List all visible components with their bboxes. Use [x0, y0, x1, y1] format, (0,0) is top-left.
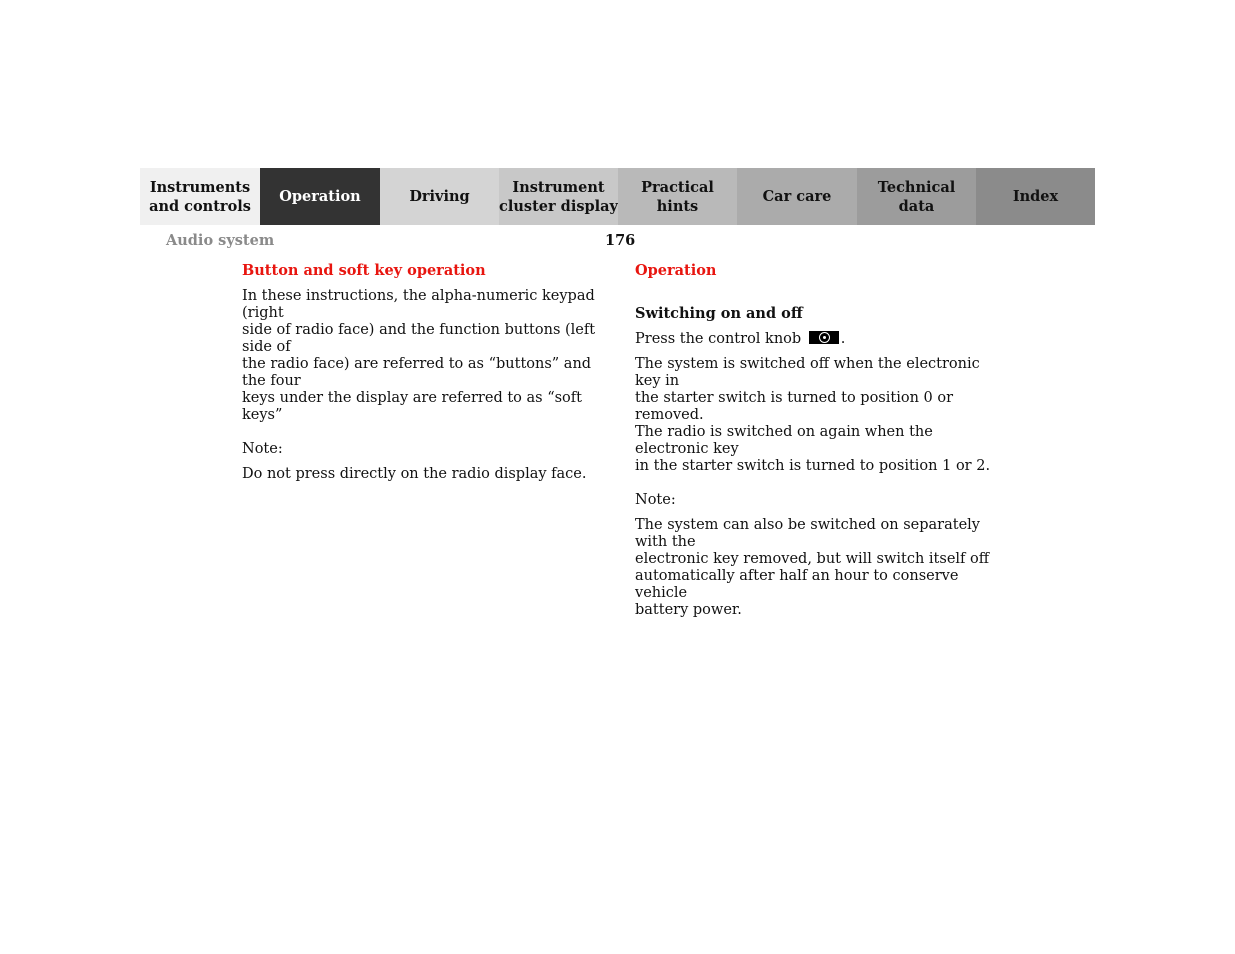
tab-driving[interactable] [380, 168, 499, 225]
text-line: the starter switch is turned to position 0 or removed. [635, 390, 954, 423]
right-column [635, 262, 1000, 619]
tab-label-line1: Instrument [512, 178, 605, 196]
tab-label-line1: Technical [877, 178, 956, 196]
tab-label: Driving [409, 188, 470, 205]
section-title: Audio system [166, 232, 275, 249]
tab-label [149, 178, 251, 216]
text-line: In these instructions, the alpha-numeric keypad (right [242, 288, 595, 321]
tab-label-line2: and controls [149, 197, 251, 215]
press-end: . [840, 331, 846, 347]
switch-off-paragraph [635, 356, 1000, 475]
page-number: 176 [605, 232, 636, 249]
note-text: Do not press directly on the radio display face. [242, 466, 587, 482]
tab-label: Car care [762, 188, 832, 205]
tab-instrument-cluster-display[interactable] [499, 168, 618, 225]
press-knob-instruction [635, 331, 1000, 348]
tab-label-line1: Instruments [149, 178, 251, 196]
tab-car-care[interactable] [737, 168, 857, 225]
tab-practical-hints[interactable] [618, 168, 737, 225]
text-line: The system can also be switched on separately with the [635, 517, 980, 550]
text-line: The system is switched off when the electronic key in [635, 356, 980, 389]
operation-heading: Operation [635, 262, 717, 279]
text-line: automatically after half an hour to conserve vehicle [635, 568, 959, 601]
chapter-navigation [140, 168, 1095, 225]
text-line: side of radio face) and the function buttons (left side of [242, 322, 596, 355]
switching-on-off-subheading: Switching on and off [635, 305, 803, 322]
text-line: electronic key removed, but will switch itself off [635, 551, 990, 567]
power-knob-icon [809, 331, 839, 344]
text-line: the radio face) are referred to as “buttons” and the four [242, 356, 592, 389]
tab-operation[interactable] [260, 168, 380, 225]
tab-label [878, 178, 956, 216]
text-line: The radio is switched on again when the electronic key [635, 424, 933, 457]
tab-index[interactable] [976, 168, 1095, 225]
note-label: Note: [242, 441, 283, 457]
tab-label: Index [1012, 188, 1059, 205]
tab-label-line2: cluster display [499, 197, 618, 215]
press-text: Press the control knob [635, 331, 802, 347]
button-soft-key-heading: Button and soft key operation [242, 262, 486, 279]
text-line: in the starter switch is turned to position 1 or 2. [635, 458, 991, 474]
tab-label-line2: data [898, 197, 935, 215]
tab-label: Practical hints [641, 178, 714, 215]
tab-label [499, 178, 618, 216]
note-paragraph [635, 517, 1000, 619]
left-column [242, 262, 602, 483]
tab-technical-data[interactable] [857, 168, 976, 225]
tab-label: Operation [279, 188, 361, 205]
intro-paragraph [242, 288, 602, 424]
tab-instruments-and-controls[interactable] [140, 168, 260, 225]
text-line: keys under the display are referred to as “soft keys” [242, 390, 582, 423]
note-label: Note: [635, 492, 676, 508]
text-line: battery power. [635, 602, 742, 618]
